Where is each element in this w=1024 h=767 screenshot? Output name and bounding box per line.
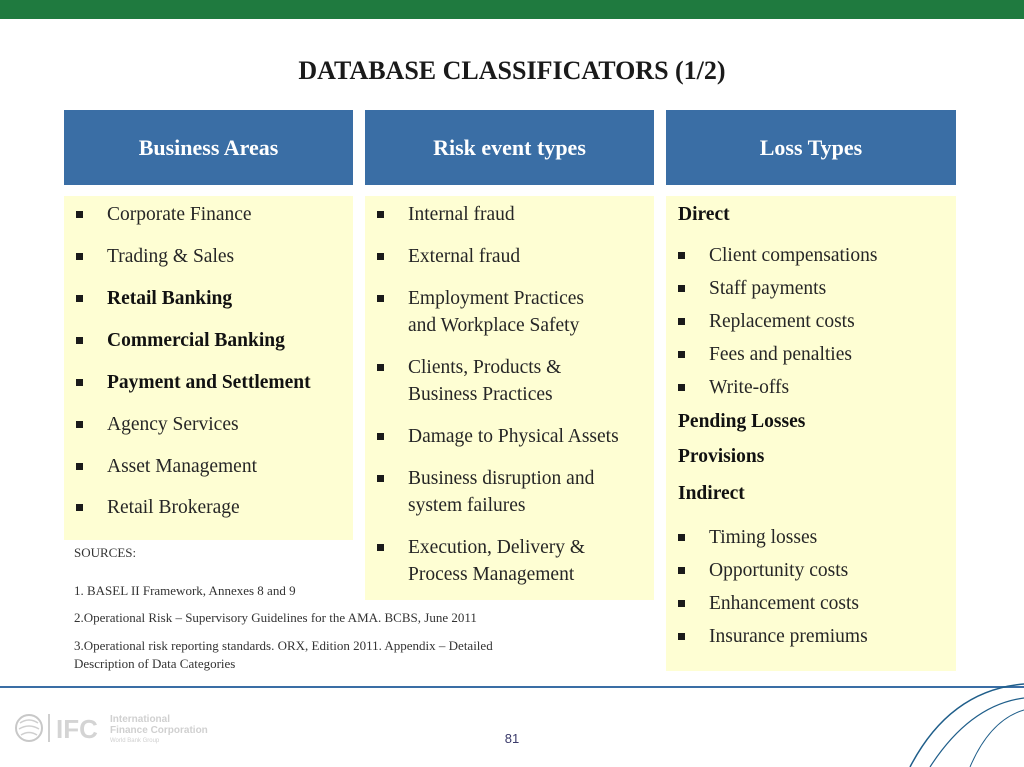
svg-text:World Bank Group: World Bank Group	[110, 738, 160, 744]
source-item: 1. BASEL II Framework, Annexes 8 and 9	[74, 583, 296, 598]
loss-types-panel: Direct Client compensations Staff payments Replacement costs Fees and penalties Write-offs Pending Losses Provisions Indirect Timing losses Opportunity costs Enhancement costs Insurance premiums	[666, 196, 956, 671]
source-item: 2.Operational Risk – Supervisory Guidelines for the AMA. BCBS, June 2011	[74, 610, 477, 625]
svg-text:International: International	[110, 714, 171, 725]
decorative-swoosh	[870, 680, 1024, 767]
source-item: Description of Data Categories	[74, 656, 236, 671]
svg-text:IFC: IFC	[56, 714, 98, 744]
header-business-areas: Business Areas	[64, 110, 353, 185]
source-item: 3.Operational risk reporting standards. ORX, Edition 2011. Appendix – Detailed	[74, 638, 493, 653]
business-areas-panel: Corporate Finance Trading & Sales Retail Banking Commercial Banking Payment and Settlement Agency Services Asset Management Retail Brokerage	[64, 196, 353, 540]
header-loss-types: Loss Types	[666, 110, 956, 185]
top-green-bar	[0, 0, 1024, 19]
subheading-direct: Direct	[678, 204, 730, 225]
subheading-pending-losses: Pending Losses	[678, 411, 806, 432]
subheading-provisions: Provisions	[678, 446, 765, 467]
slide-title: DATABASE CLASSIFICATORS (1/2)	[298, 56, 726, 85]
sources-heading: SOURCES:	[74, 545, 137, 560]
header-risk-event-types: Risk event types	[365, 110, 654, 185]
risk-event-types-panel: Internal fraud External fraud Employment Practices and Workplace Safety Clients, Products & Business Practices Damage to Physical Assets Business disruption and system failures Execution, Delivery & Process Management	[365, 196, 654, 600]
subheading-indirect: Indirect	[678, 483, 745, 504]
page-number: 81	[504, 731, 520, 746]
svg-text:Finance Corporation: Finance Corporation	[110, 725, 208, 736]
